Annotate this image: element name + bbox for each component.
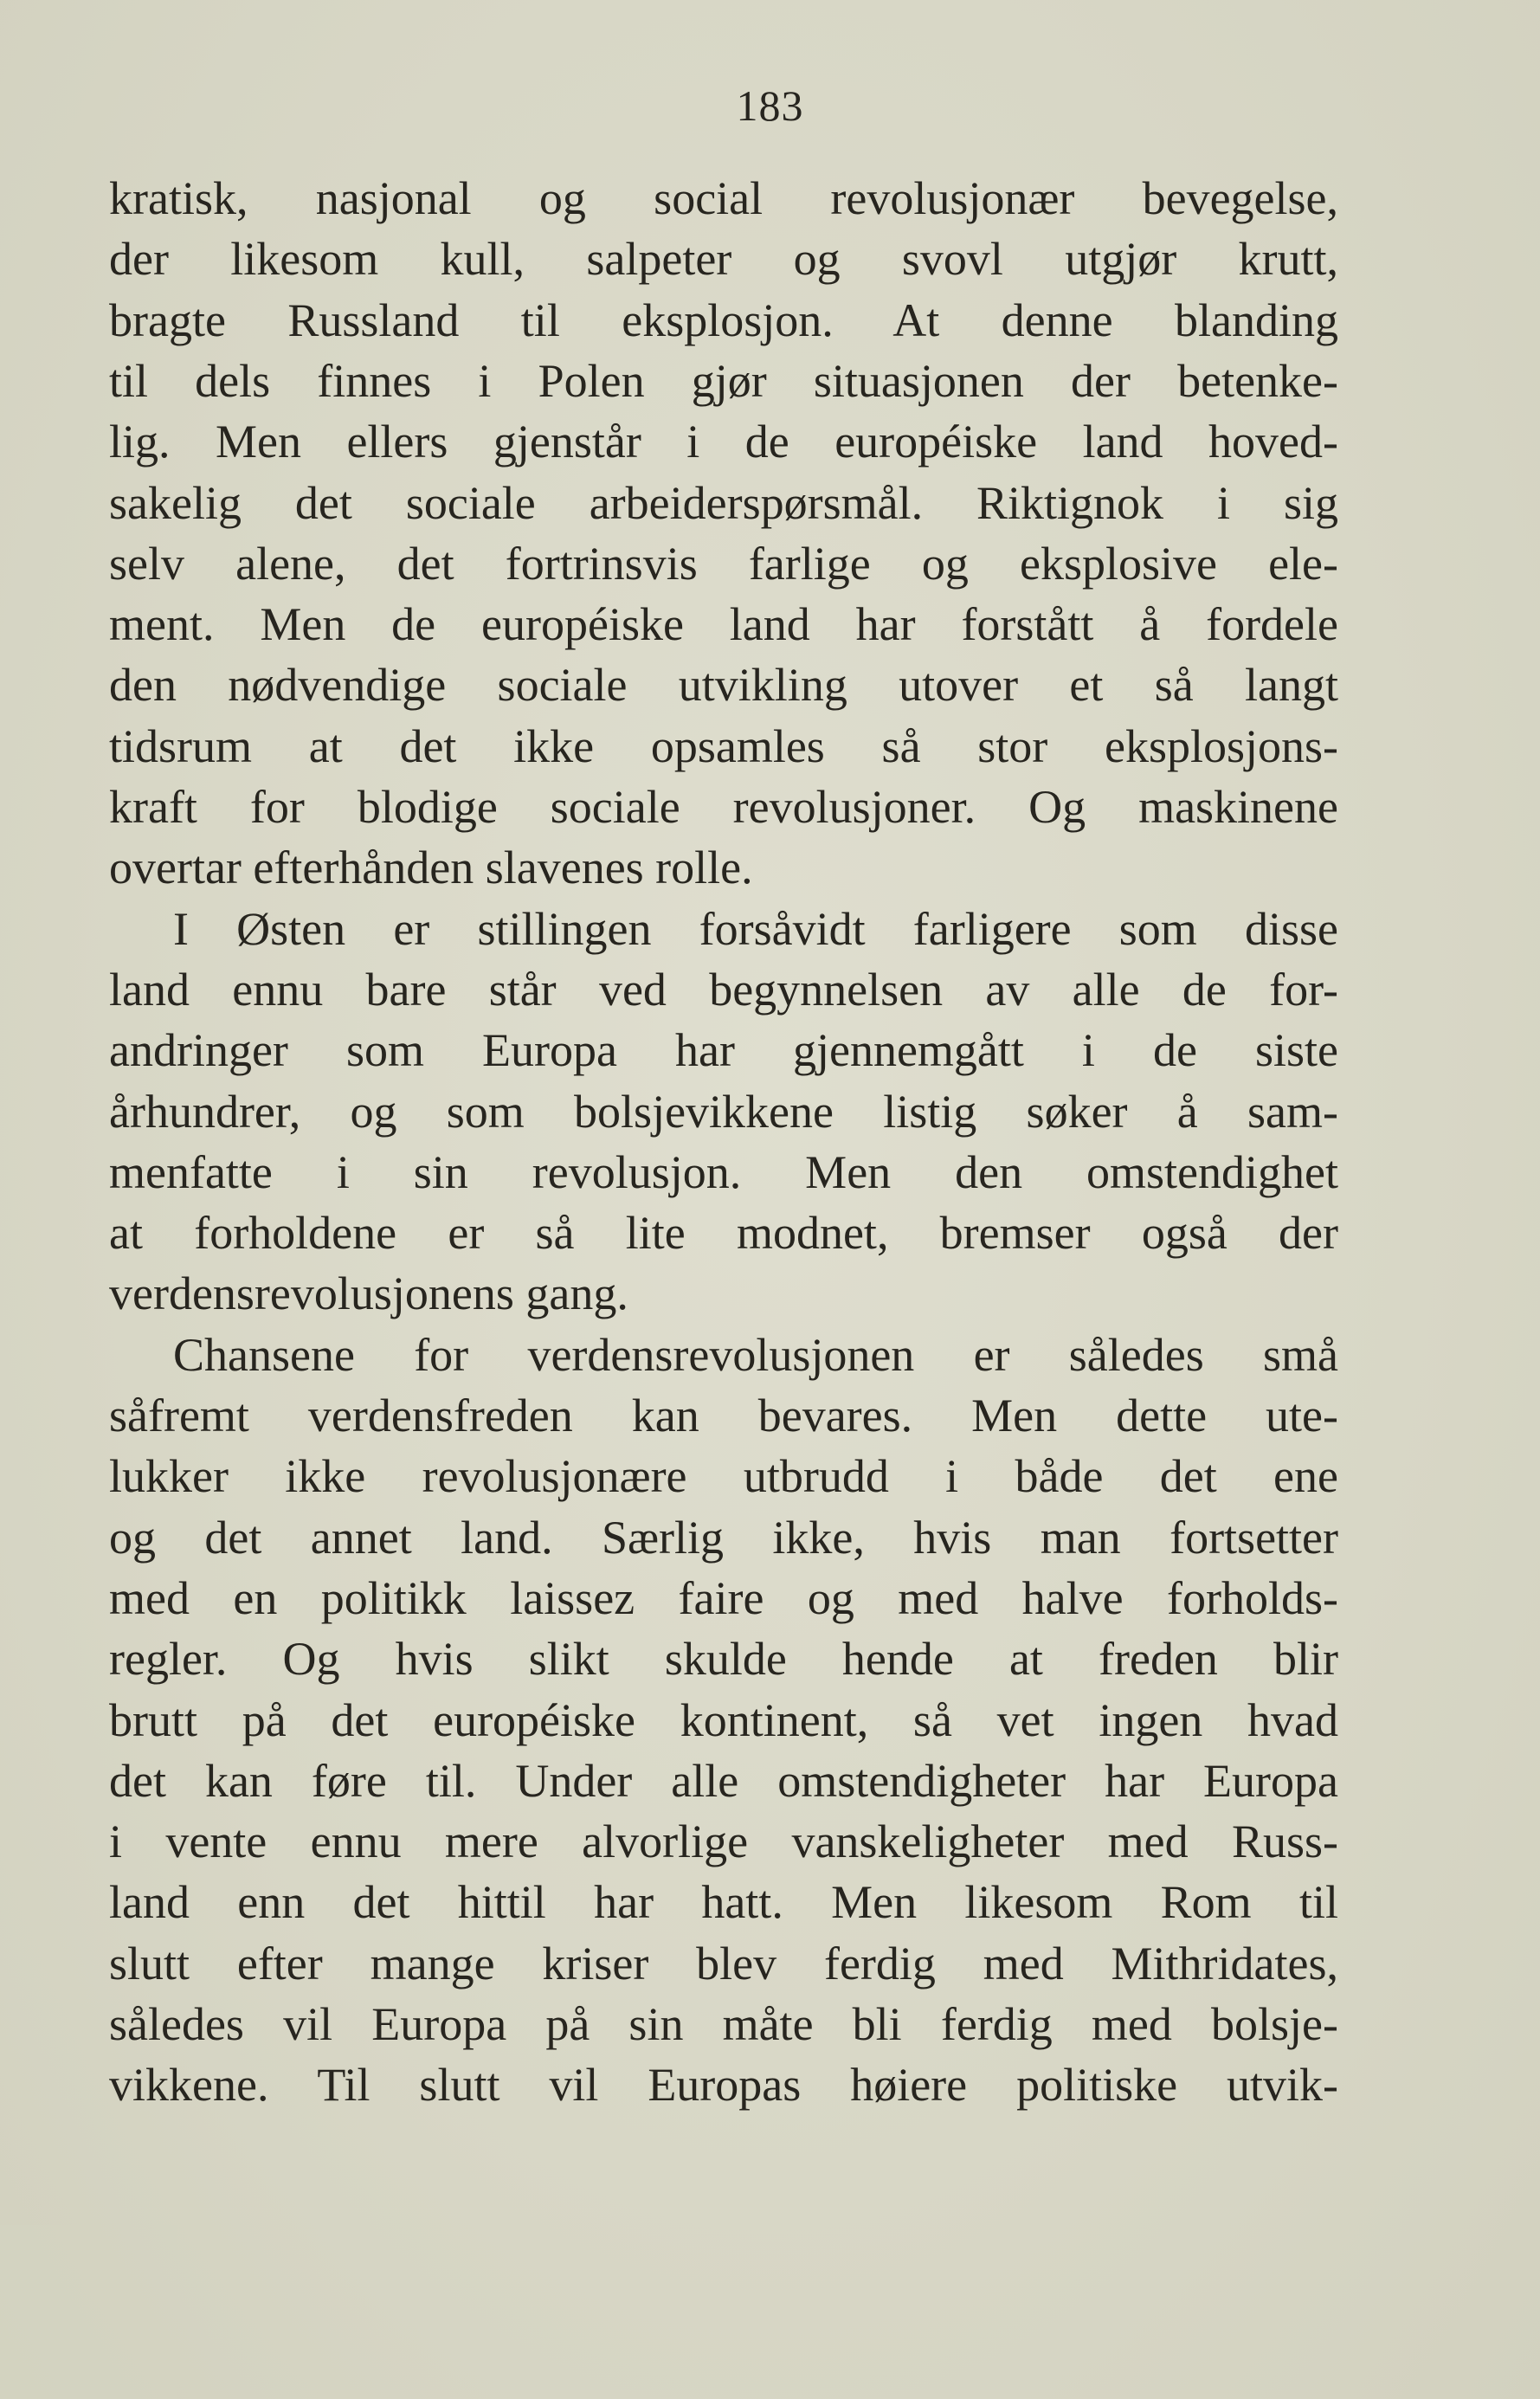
text-line: menfatte i sin revolusjon. Men den omstendighet xyxy=(109,1146,1338,1198)
page-number: 183 xyxy=(736,81,804,130)
text-line: brutt på det européiske kontinent, så vet ingen hvad xyxy=(109,1694,1338,1746)
text-line: således vil Europa på sin måte bli ferdig med bolsje- xyxy=(109,1998,1338,2050)
text-line: til dels finnes i Polen gjør situasjonen der betenke- xyxy=(109,355,1338,407)
text-line: århundrer, og som bolsjevikkene listig søker å sam- xyxy=(109,1086,1338,1138)
text-line: bragte Russland til eksplosjon. At denne blanding xyxy=(109,294,1338,346)
text-line: land enn det hittil har hatt. Men likesom Rom til xyxy=(109,1876,1338,1928)
text-line: i vente ennu mere alvorlige vanskeligheter med Russ- xyxy=(109,1815,1338,1867)
text-line: lig. Men ellers gjenstår i de européiske land hoved- xyxy=(109,416,1338,468)
text-line: regler. Og hvis slikt skulde hende at freden blir xyxy=(109,1633,1338,1685)
text-line: tidsrum at det ikke opsamles så stor eksplosjons- xyxy=(109,720,1338,772)
text-line: selv alene, det fortrinsvis farlige og eksplosive ele- xyxy=(109,538,1338,590)
text-line: verdensrevolusjonens gang. xyxy=(109,1267,628,1319)
text-line: såfremt verdensfreden kan bevares. Men dette ute- xyxy=(109,1390,1338,1441)
text-line: det kan føre til. Under alle omstendigheter har Europa xyxy=(109,1755,1338,1807)
text-line: overtar efterhånden slavenes rolle. xyxy=(109,842,753,893)
text-line: den nødvendige sociale utvikling utover et så langt xyxy=(109,659,1338,711)
text-line: ment. Men de européiske land har forstått å fordele xyxy=(109,598,1338,650)
text-line: land ennu bare står ved begynnelsen av alle de for- xyxy=(109,964,1338,1016)
text-line: at forholdene er så lite modnet, bremser også der xyxy=(109,1207,1338,1259)
text-line: sakelig det sociale arbeiderspørsmål. Riktignok i sig xyxy=(109,477,1338,529)
text-line: I Østen er stillingen forsåvidt farligere som disse xyxy=(173,903,1338,955)
text-line: med en politikk laissez faire og med halve forholds- xyxy=(109,1572,1338,1624)
text-line: kratisk, nasjonal og social revolusjonær bevegelse, xyxy=(109,172,1338,224)
text-line: Chansene for verdensrevolusjonen er således små xyxy=(173,1329,1338,1381)
text-line: vikkene. Til slutt vil Europas høiere politiske utvik- xyxy=(109,2059,1338,2111)
text-line: kraft for blodige sociale revolusjoner. Og maskinene xyxy=(109,781,1338,833)
text-line: lukker ikke revolusjonære utbrudd i både det ene xyxy=(109,1450,1338,1502)
scan-shadow xyxy=(0,2225,177,2399)
text-line: andringer som Europa har gjennemgått i de siste xyxy=(109,1024,1338,1076)
text-line: der likesom kull, salpeter og svovl utgjør krutt, xyxy=(109,233,1338,285)
text-line: og det annet land. Særlig ikke, hvis man fortsetter xyxy=(109,1512,1338,1564)
text-line: slutt efter mange kriser blev ferdig med Mithridates, xyxy=(109,1938,1338,1989)
